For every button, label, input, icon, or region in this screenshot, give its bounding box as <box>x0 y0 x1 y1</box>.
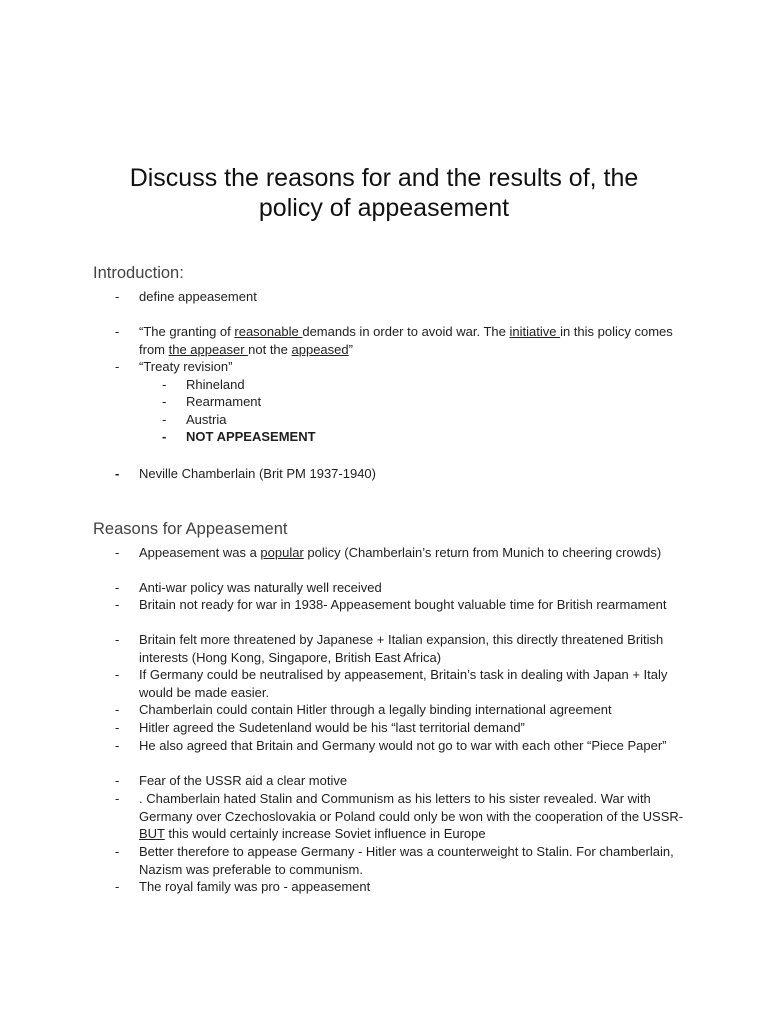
list-item <box>115 288 684 306</box>
bullet-dash: - <box>115 844 120 859</box>
quote-part: in this policy comes from <box>139 324 673 357</box>
chamberlain-text: Neville Chamberlain (Brit PM 1937-1940) <box>139 466 376 481</box>
reason-text: Chamberlain could contain Hitler through a legally binding international agreement <box>139 702 612 717</box>
reason-text: The royal family was pro - appeasement <box>139 879 371 894</box>
bullet-dash: - <box>162 394 167 409</box>
list-item <box>115 878 684 896</box>
bullet-dash: - <box>115 791 120 806</box>
list-item <box>115 544 684 562</box>
reason-underline: popular <box>260 545 304 560</box>
list-item <box>115 596 684 614</box>
list-item <box>115 772 684 790</box>
reason-text: Britain felt more threatened by Japanese + Italian expansion, this directly threatened British interests (Hong Kong, Singapore, British East Africa) <box>139 632 664 665</box>
bullet-dash: - <box>162 429 167 444</box>
reason-text: . Chamberlain hated Stalin and Communism as his letters to his sister revealed. War with Germany over Czechoslovakia or Poland could only be won with the cooperation of the USSR- <box>139 791 684 824</box>
quote-part: “The granting of <box>139 324 235 339</box>
bullet-dash: - <box>115 324 120 339</box>
quote-part: not the <box>248 341 292 357</box>
bullet-dash: - <box>115 702 120 717</box>
sub-list-item <box>162 376 686 394</box>
quote-underline: initiative <box>509 324 561 339</box>
reason-text: Fear of the USSR aid a clear motive <box>139 773 348 788</box>
sub-item-text: Rearmament <box>186 394 262 409</box>
list-item <box>115 631 684 666</box>
bullet-dash: - <box>115 879 120 894</box>
reason-text: Britain not ready for war in 1938- Appeasement bought valuable time for British rearmament <box>139 597 667 612</box>
list-item <box>115 358 684 376</box>
reason-text: If Germany could be neutralised by appeasement, Britain’s task in dealing with Japan + Italy would be made easier. <box>139 667 668 700</box>
sub-list-item <box>162 411 686 429</box>
reason-text: Appeasement was a <box>139 545 261 560</box>
sub-list-item <box>162 428 686 446</box>
bullet-dash: - <box>115 667 120 682</box>
list-item <box>115 843 684 878</box>
list-item <box>115 790 684 843</box>
define-text: define appeasement <box>139 289 257 304</box>
list-item <box>115 666 684 701</box>
list-item <box>115 701 684 719</box>
bullet-dash: - <box>162 412 167 427</box>
list-item <box>115 579 684 597</box>
list-item <box>115 465 684 483</box>
sub-item-text: Austria <box>186 412 227 427</box>
sub-list-item <box>162 393 686 411</box>
bullet-dash: - <box>115 632 120 647</box>
bullet-dash: - <box>115 289 120 304</box>
quote-underline: appeased <box>291 341 349 357</box>
bullet-dash: - <box>115 773 120 788</box>
reason-text: Better therefore to appease Germany - Hitler was a counterweight to Stalin. For chamberlain, Nazism was preferable to communism. <box>139 844 674 877</box>
bullet-dash: - <box>115 720 120 735</box>
treaty-text: “Treaty revision” <box>139 359 233 374</box>
list-item <box>115 737 684 755</box>
reason-text: He also agreed that Britain and Germany would not go to war with each other “Piece Paper” <box>139 738 667 753</box>
list-item <box>115 719 684 737</box>
bullet-dash: - <box>162 377 167 392</box>
reason-text: Anti-war policy was naturally well received <box>139 580 382 595</box>
bullet-dash: - <box>115 738 120 753</box>
quote-underline: reasonable <box>234 324 303 339</box>
reasons-heading: Reasons for Appeasement <box>93 520 288 538</box>
sub-item-text: Rhineland <box>186 377 245 392</box>
reason-underline: BUT <box>139 826 165 841</box>
reason-text: this would certainly increase Soviet influence in Europe <box>164 826 486 841</box>
bullet-dash: - <box>115 580 120 595</box>
bullet-dash: - <box>115 597 120 612</box>
reason-text: Hitler agreed the Sudetenland would be his “last territorial demand” <box>139 720 525 735</box>
reason-text: policy (Chamberlain’s return from Munich to cheering crowds) <box>303 545 662 560</box>
title-line-1: Discuss the reasons for and the results of, the <box>129 164 639 192</box>
bullet-dash: - <box>115 545 120 560</box>
introduction-heading: Introduction: <box>93 264 184 282</box>
bullet-dash: - <box>115 466 120 481</box>
not-appeasement-text: NOT APPEASEMENT <box>186 429 316 444</box>
quote-part: ” <box>348 341 353 357</box>
quote-underline: the appeaser <box>168 341 249 357</box>
bullet-dash: - <box>115 359 120 374</box>
title-line-2: policy of appeasement <box>258 194 510 222</box>
page-title <box>60 163 708 223</box>
list-item <box>115 323 684 358</box>
quote-part: demands in order to avoid war. The <box>302 324 510 339</box>
